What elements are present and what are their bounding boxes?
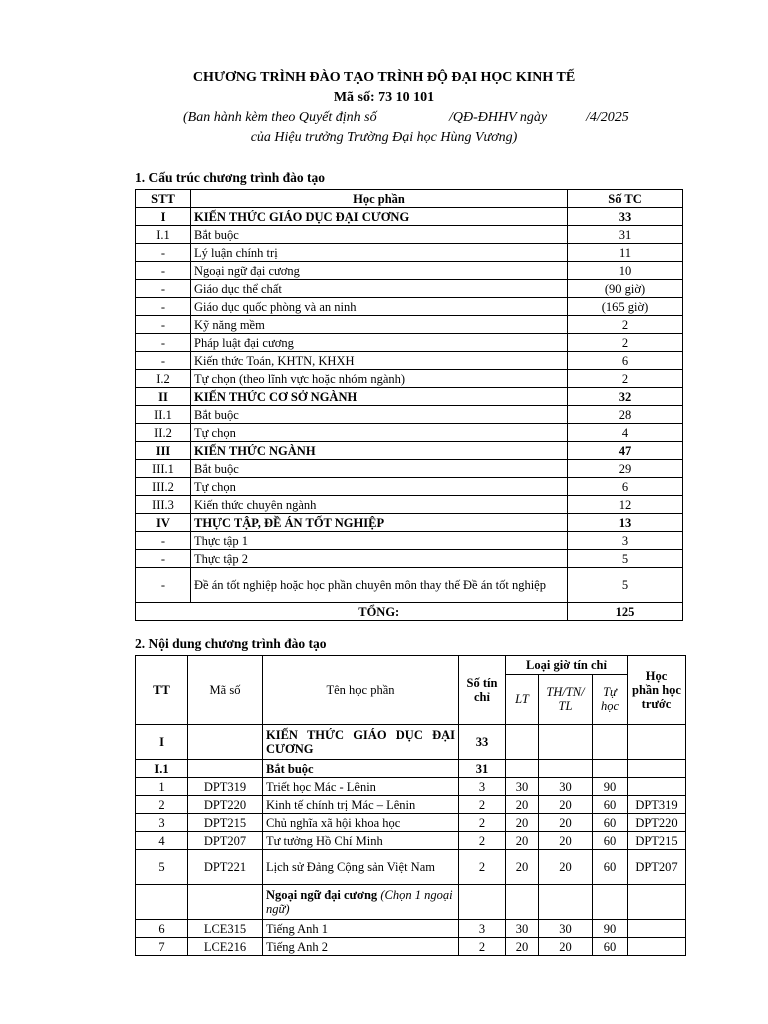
row-so-tc: 2 bbox=[568, 334, 683, 352]
curriculum-row bbox=[136, 850, 686, 885]
row-tt: 7 bbox=[136, 938, 188, 956]
structure-row bbox=[136, 334, 683, 352]
col-hoc-phan-truoc: Học phần học trước bbox=[628, 656, 686, 725]
row-tt: 1 bbox=[136, 778, 188, 796]
row-so-tc: (90 giờ) bbox=[568, 280, 683, 298]
row-tu-hoc bbox=[593, 885, 628, 920]
row-hoc-phan-truoc bbox=[628, 725, 686, 760]
row-hoc-phan: Ngoại ngữ đại cương bbox=[191, 262, 568, 280]
col-so-tin-chi: Số tín chỉ bbox=[459, 656, 506, 725]
row-hoc-phan: KIẾN THỨC GIÁO DỤC ĐẠI CƯƠNG bbox=[191, 208, 568, 226]
structure-row bbox=[136, 496, 683, 514]
structure-row bbox=[136, 262, 683, 280]
row-so-tc: 47 bbox=[568, 442, 683, 460]
row-stt: III.1 bbox=[136, 460, 191, 478]
structure-header-row bbox=[136, 190, 683, 208]
row-stt: I.2 bbox=[136, 370, 191, 388]
row-tt: I bbox=[136, 725, 188, 760]
row-so-tc: 33 bbox=[568, 208, 683, 226]
structure-row bbox=[136, 280, 683, 298]
structure-row bbox=[136, 406, 683, 424]
curriculum-row bbox=[136, 796, 686, 814]
row-hoc-phan: Bắt buộc bbox=[191, 460, 568, 478]
row-lt: 20 bbox=[506, 832, 539, 850]
row-ten-hoc-phan: Bắt buộc bbox=[263, 760, 459, 778]
row-tt bbox=[136, 885, 188, 920]
row-th: 30 bbox=[539, 920, 593, 938]
row-stt: - bbox=[136, 532, 191, 550]
row-stt: III.2 bbox=[136, 478, 191, 496]
row-so-tin-chi: 2 bbox=[459, 832, 506, 850]
row-tt: I.1 bbox=[136, 760, 188, 778]
row-so-tin-chi bbox=[459, 885, 506, 920]
row-ma-so: DPT207 bbox=[188, 832, 263, 850]
row-hoc-phan-truoc: DPT215 bbox=[628, 832, 686, 850]
row-hoc-phan: Kiến thức Toán, KHTN, KHXH bbox=[191, 352, 568, 370]
row-hoc-phan-truoc: DPT220 bbox=[628, 814, 686, 832]
row-tu-hoc: 60 bbox=[593, 938, 628, 956]
row-lt: 20 bbox=[506, 814, 539, 832]
row-so-tc: 6 bbox=[568, 478, 683, 496]
row-lt bbox=[506, 885, 539, 920]
row-hoc-phan: Tự chọn (theo lĩnh vực hoặc nhóm ngành) bbox=[191, 370, 568, 388]
row-stt: III bbox=[136, 442, 191, 460]
row-lt: 30 bbox=[506, 778, 539, 796]
row-lt: 20 bbox=[506, 938, 539, 956]
row-th: 20 bbox=[539, 832, 593, 850]
curriculum-row bbox=[136, 832, 686, 850]
row-hoc-phan-truoc: DPT319 bbox=[628, 796, 686, 814]
row-stt: - bbox=[136, 244, 191, 262]
col-ten-hoc-phan: Tên học phần bbox=[263, 656, 459, 725]
row-th bbox=[539, 885, 593, 920]
curriculum-row bbox=[136, 938, 686, 956]
row-th: 30 bbox=[539, 778, 593, 796]
row-tt: 2 bbox=[136, 796, 188, 814]
row-hoc-phan: Thực tập 2 bbox=[191, 550, 568, 568]
program-code: Mã số: 73 10 101 bbox=[333, 90, 435, 105]
row-tu-hoc: 60 bbox=[593, 814, 628, 832]
row-tt: 3 bbox=[136, 814, 188, 832]
structure-row bbox=[136, 298, 683, 316]
row-ma-so: DPT319 bbox=[188, 778, 263, 796]
row-tt: 5 bbox=[136, 850, 188, 885]
row-stt: - bbox=[136, 550, 191, 568]
decision-date: /4/2025 bbox=[586, 110, 629, 125]
row-so-tc: 29 bbox=[568, 460, 683, 478]
structure-row bbox=[136, 352, 683, 370]
row-so-tin-chi: 31 bbox=[459, 760, 506, 778]
row-so-tc: 4 bbox=[568, 424, 683, 442]
row-stt: II bbox=[136, 388, 191, 406]
curriculum-row bbox=[136, 778, 686, 796]
row-ten-hoc-phan: Lịch sử Đảng Cộng sản Việt Nam bbox=[263, 850, 459, 885]
row-ma-so bbox=[188, 760, 263, 778]
curriculum-row bbox=[136, 814, 686, 832]
row-stt: II.1 bbox=[136, 406, 191, 424]
structure-row bbox=[136, 460, 683, 478]
row-so-tc: 28 bbox=[568, 406, 683, 424]
row-hoc-phan: Bắt buộc bbox=[191, 406, 568, 424]
row-so-tc: 5 bbox=[568, 568, 683, 603]
row-tt: 6 bbox=[136, 920, 188, 938]
row-hoc-phan-truoc bbox=[628, 938, 686, 956]
row-tu-hoc bbox=[593, 725, 628, 760]
row-stt: - bbox=[136, 298, 191, 316]
curriculum-row bbox=[136, 920, 686, 938]
structure-row bbox=[136, 244, 683, 262]
document-title: CHƯƠNG TRÌNH ĐÀO TẠO TRÌNH ĐỘ ĐẠI HỌC KINH TẾ bbox=[192, 70, 576, 85]
row-ten-hoc-phan: Tiếng Anh 1 bbox=[263, 920, 459, 938]
structure-row bbox=[136, 532, 683, 550]
row-hoc-phan: KIẾN THỨC CƠ SỞ NGÀNH bbox=[191, 388, 568, 406]
col-tu-hoc: Tự học bbox=[593, 674, 628, 724]
row-lt bbox=[506, 725, 539, 760]
row-hoc-phan-truoc bbox=[628, 920, 686, 938]
row-hoc-phan-truoc bbox=[628, 778, 686, 796]
total-label: TỔNG: bbox=[191, 603, 568, 621]
row-so-tc: 5 bbox=[568, 550, 683, 568]
row-lt: 20 bbox=[506, 850, 539, 885]
row-ten-hoc-phan: Triết học Mác - Lênin bbox=[263, 778, 459, 796]
structure-row bbox=[136, 226, 683, 244]
structure-row bbox=[136, 478, 683, 496]
row-stt: II.2 bbox=[136, 424, 191, 442]
col-stt: STT bbox=[136, 190, 191, 208]
issuer-line: của Hiệu trưởng Trường Đại học Hùng Vương) bbox=[250, 130, 518, 145]
row-stt: III.3 bbox=[136, 496, 191, 514]
row-stt: - bbox=[136, 280, 191, 298]
row-stt: I bbox=[136, 208, 191, 226]
row-so-tin-chi: 2 bbox=[459, 938, 506, 956]
structure-row bbox=[136, 370, 683, 388]
row-ma-so: DPT215 bbox=[188, 814, 263, 832]
row-stt: - bbox=[136, 262, 191, 280]
row-tu-hoc: 60 bbox=[593, 850, 628, 885]
structure-row bbox=[136, 316, 683, 334]
row-hoc-phan-truoc bbox=[628, 885, 686, 920]
row-ma-so: LCE216 bbox=[188, 938, 263, 956]
col-so-tc: Số TC bbox=[568, 190, 683, 208]
row-name-main: Ngoại ngữ đại cương bbox=[266, 888, 378, 902]
row-ma-so: DPT221 bbox=[188, 850, 263, 885]
row-so-tc: 31 bbox=[568, 226, 683, 244]
row-so-tc: 11 bbox=[568, 244, 683, 262]
row-stt: - bbox=[136, 334, 191, 352]
structure-row bbox=[136, 388, 683, 406]
structure-table bbox=[135, 189, 683, 621]
structure-row bbox=[136, 424, 683, 442]
curriculum-row bbox=[136, 725, 686, 760]
row-th bbox=[539, 760, 593, 778]
row-stt: I.1 bbox=[136, 226, 191, 244]
row-hoc-phan: Kỹ năng mềm bbox=[191, 316, 568, 334]
decision-part-2: /QĐ-ĐHHV ngày bbox=[449, 110, 548, 125]
row-ma-so: LCE315 bbox=[188, 920, 263, 938]
row-stt: IV bbox=[136, 514, 191, 532]
curriculum-row bbox=[136, 885, 686, 920]
row-hoc-phan: Pháp luật đại cương bbox=[191, 334, 568, 352]
row-th: 20 bbox=[539, 796, 593, 814]
col-th: TH/TN/ TL bbox=[539, 674, 593, 724]
row-so-tin-chi: 3 bbox=[459, 778, 506, 796]
curriculum-table bbox=[135, 655, 686, 956]
row-lt: 20 bbox=[506, 796, 539, 814]
row-tu-hoc: 60 bbox=[593, 796, 628, 814]
row-hoc-phan: KIẾN THỨC NGÀNH bbox=[191, 442, 568, 460]
structure-row bbox=[136, 442, 683, 460]
row-so-tin-chi: 2 bbox=[459, 850, 506, 885]
row-ten-hoc-phan: Tư tưởng Hồ Chí Minh bbox=[263, 832, 459, 850]
row-so-tc: 12 bbox=[568, 496, 683, 514]
row-ten-hoc-phan bbox=[263, 885, 459, 920]
structure-total-row bbox=[136, 603, 683, 621]
col-loai-gio: Loại giờ tín chỉ bbox=[506, 656, 628, 675]
row-tu-hoc: 90 bbox=[593, 778, 628, 796]
row-so-tc: 6 bbox=[568, 352, 683, 370]
row-ma-so bbox=[188, 725, 263, 760]
section2-heading: 2. Nội dung chương trình đào tạo bbox=[135, 636, 327, 651]
row-tt: 4 bbox=[136, 832, 188, 850]
row-ma-so bbox=[188, 885, 263, 920]
row-hoc-phan: Thực tập 1 bbox=[191, 532, 568, 550]
structure-row bbox=[136, 568, 683, 603]
row-hoc-phan: Bắt buộc bbox=[191, 226, 568, 244]
row-so-tc: 2 bbox=[568, 370, 683, 388]
row-so-tin-chi: 33 bbox=[459, 725, 506, 760]
row-ten-hoc-phan: Kinh tế chính trị Mác – Lênin bbox=[263, 796, 459, 814]
total-spacer bbox=[136, 603, 191, 621]
row-hoc-phan: Lý luận chính trị bbox=[191, 244, 568, 262]
decision-part-1: (Ban hành kèm theo Quyết định số bbox=[183, 110, 377, 125]
col-hoc-phan: Học phần bbox=[191, 190, 568, 208]
col-ma-so: Mã số bbox=[188, 656, 263, 725]
structure-row bbox=[136, 550, 683, 568]
row-stt: - bbox=[136, 352, 191, 370]
row-ma-so: DPT220 bbox=[188, 796, 263, 814]
row-ten-hoc-phan: Tiếng Anh 2 bbox=[263, 938, 459, 956]
row-so-tc: (165 giờ) bbox=[568, 298, 683, 316]
row-name-note: (Chọn 1 ngoại ngữ) bbox=[266, 888, 453, 916]
row-th: 20 bbox=[539, 814, 593, 832]
section1-heading: 1. Cấu trúc chương trình đào tạo bbox=[135, 170, 325, 185]
row-th: 20 bbox=[539, 850, 593, 885]
row-hoc-phan-truoc: DPT207 bbox=[628, 850, 686, 885]
col-lt: LT bbox=[506, 674, 539, 724]
row-so-tc: 3 bbox=[568, 532, 683, 550]
row-hoc-phan: Giáo dục quốc phòng và an ninh bbox=[191, 298, 568, 316]
curriculum-header-row-1 bbox=[136, 656, 686, 675]
row-hoc-phan: Tự chọn bbox=[191, 424, 568, 442]
row-lt: 30 bbox=[506, 920, 539, 938]
row-so-tc: 13 bbox=[568, 514, 683, 532]
row-tu-hoc: 90 bbox=[593, 920, 628, 938]
row-hoc-phan: Đề án tốt nghiệp hoặc học phần chuyên môn thay thế Đề án tốt nghiệp bbox=[191, 568, 568, 603]
row-th bbox=[539, 725, 593, 760]
row-so-tin-chi: 2 bbox=[459, 796, 506, 814]
row-so-tc: 10 bbox=[568, 262, 683, 280]
col-tt: TT bbox=[136, 656, 188, 725]
row-ten-hoc-phan: KIẾN THỨC GIÁO DỤC ĐẠI CƯƠNG bbox=[263, 725, 459, 760]
row-stt: - bbox=[136, 316, 191, 334]
curriculum-row bbox=[136, 760, 686, 778]
row-tu-hoc: 60 bbox=[593, 832, 628, 850]
row-hoc-phan: Kiến thức chuyên ngành bbox=[191, 496, 568, 514]
row-so-tin-chi: 2 bbox=[459, 814, 506, 832]
row-lt bbox=[506, 760, 539, 778]
structure-row bbox=[136, 208, 683, 226]
row-so-tc: 32 bbox=[568, 388, 683, 406]
row-ten-hoc-phan: Chủ nghĩa xã hội khoa học bbox=[263, 814, 459, 832]
total-value: 125 bbox=[568, 603, 683, 621]
row-tu-hoc bbox=[593, 760, 628, 778]
row-stt: - bbox=[136, 568, 191, 603]
row-hoc-phan-truoc bbox=[628, 760, 686, 778]
row-so-tin-chi: 3 bbox=[459, 920, 506, 938]
row-hoc-phan: Giáo dục thể chất bbox=[191, 280, 568, 298]
row-so-tc: 2 bbox=[568, 316, 683, 334]
row-hoc-phan: Tự chọn bbox=[191, 478, 568, 496]
row-hoc-phan: THỰC TẬP, ĐỀ ÁN TỐT NGHIỆP bbox=[191, 514, 568, 532]
row-th: 20 bbox=[539, 938, 593, 956]
structure-row bbox=[136, 514, 683, 532]
